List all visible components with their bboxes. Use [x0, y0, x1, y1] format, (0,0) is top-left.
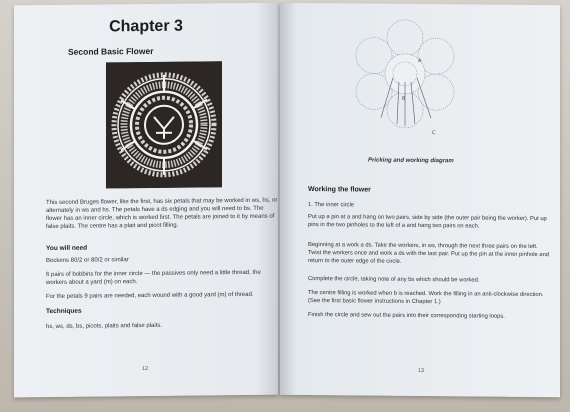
section-title: Second Basic Flower — [68, 45, 154, 57]
intro-paragraph: This second Bruges flower, like the first, has six petals that may be worked in ws, hs, or alternately in ws and hs. The petals have a ds edging and you will need to bs. The flower has an inner circle, which is worked first. The petals are joined to it by means of false plaits. The centre has a plait and picot filling. — [46, 197, 278, 231]
page-number-right: 13 — [418, 367, 425, 375]
page-number-left: 12 — [142, 365, 149, 373]
lace-flower-photo — [106, 61, 222, 188]
right-page — [280, 3, 560, 397]
techniques-heading: Techniques — [46, 307, 82, 316]
diagram-label-c: C — [432, 130, 436, 137]
instruction-paragraph-1: Put up a pin at a and hang on two pairs, side by side (the outer pair being the worker). Put up pins in the two pinholes to the left of a and hang two pairs on each. — [308, 214, 547, 230]
inner-circle-pairs: 6 pairs of bobbins for the inner circle — the passives only need a little thread, the workers about a yard (m) on each. — [46, 269, 261, 287]
chapter-title: Chapter 3 — [109, 17, 183, 36]
instruction-paragraph-3: Complete the circle, taking note of any bs which should be worked. — [308, 276, 480, 284]
diagram-label-b: B — [402, 95, 406, 102]
left-page — [14, 3, 278, 398]
open-booklet — [4, 4, 566, 402]
instruction-paragraph-2: Beginning at a work a ds. Take the workers, in ws, through the next three pairs on the left. Twist the workers once and work a ds with the last pair. Put up the pin at the inner pinhole and return to the outer edge of the circle. — [308, 242, 550, 265]
working-heading: Working the flower — [308, 186, 371, 194]
you-will-need-heading: You will need — [46, 244, 88, 253]
pricking-diagram — [350, 11, 460, 152]
diagram-label-a: A — [418, 57, 422, 65]
diagram-caption: Pricking and working diagram — [368, 157, 454, 165]
instruction-paragraph-4: The centre filling is worked when b is reached. Work the filling in an anti-clockwise direction. (See the first basic flower instructions in Chapter 1.) — [308, 290, 544, 306]
step-1: 1. The inner circle — [308, 202, 354, 209]
bobbins-line: Bockens 80/2 or 80/2 or similar — [46, 257, 129, 265]
techniques-list: hs, ws, ds, bs, picots, plaits and false plaits. — [46, 322, 163, 331]
lace-flower-image — [106, 61, 222, 188]
instruction-paragraph-5: Finish the circle and sew out the pairs into their corresponding starting loops. — [308, 312, 505, 320]
petal-pairs: For the petals 9 pairs are needed, each wound with a good yard (m) of thread. — [46, 291, 254, 301]
